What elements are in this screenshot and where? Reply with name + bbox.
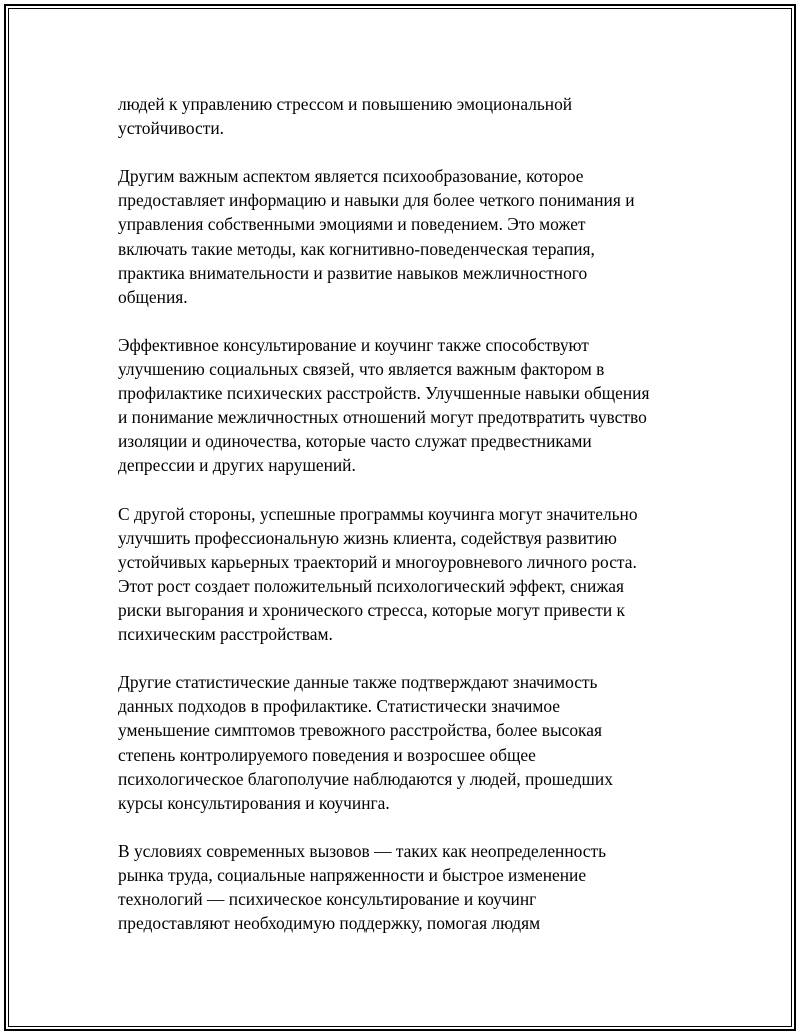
- text-line: включать такие методы, как когнитивно-поведенческая терапия,: [118, 238, 595, 259]
- text-line: Этот рост создает положительный психологический эффект, снижая: [118, 575, 625, 596]
- text-line: степень контролируемого поведения и возросшее общее: [118, 744, 536, 765]
- text-line: Другие статистические данные также подтверждают значимость: [118, 672, 598, 693]
- text-line: психологическое благополучие наблюдаются у людей, прошедших: [118, 768, 613, 789]
- text-line: профилактике психических расстройств. Улучшенные навыки общения: [118, 383, 650, 404]
- text-line: Другим важным аспектом является психообразование, которое: [118, 166, 584, 187]
- document-body: [118, 92, 698, 959]
- text-line: риски выгорания и хронического стресса, которые могут привести к: [118, 599, 625, 620]
- text-line: устойчивости.: [118, 118, 225, 139]
- text-line: технологий — психическое консультирование и коучинг: [118, 889, 537, 910]
- text-line: предоставляет информацию и навыки для более четкого понимания и: [118, 190, 635, 211]
- text-line: общения.: [118, 286, 188, 307]
- text-line: С другой стороны, успешные программы коучинга могут значительно: [118, 503, 638, 524]
- text-line: практика внимательности и развитие навыков межличностного: [118, 262, 588, 283]
- text-line: улучшить профессиональную жизнь клиента, содействуя развитию: [118, 527, 617, 548]
- paragraph-4: [118, 502, 698, 647]
- paragraph-1: [118, 92, 698, 140]
- text-line: рынка труда, социальные напряженности и быстрое изменение: [118, 865, 587, 885]
- text-line: данных подходов в профилактике. Статистически значимое: [118, 696, 560, 717]
- text-line: и понимание межличностных отношений могут предотвратить чувство: [118, 407, 647, 428]
- text-line: курсы консультирования и коучинга.: [118, 792, 390, 813]
- text-line: улучшению социальных связей, что является важным фактором в: [118, 359, 605, 380]
- text-line: уменьшение симптомов тревожного расстройства, более высокая: [118, 720, 602, 741]
- text-line: устойчивых карьерных траекторий и многоуровневого личного роста.: [118, 551, 637, 572]
- text-line: изоляции и одиночества, которые часто служат предвестниками: [118, 431, 592, 452]
- text-line: управления собственными эмоциями и поведением. Это может: [118, 214, 586, 235]
- text-line: депрессии и других нарушений.: [118, 455, 356, 476]
- text-line: предоставляют необходимую поддержку, помогая людям: [118, 913, 541, 934]
- text-line: людей к управлению стрессом и повышению эмоциональной: [118, 94, 573, 114]
- text-line: психическим расстройствам.: [118, 624, 333, 645]
- paragraph-5: [118, 670, 698, 815]
- text-line: Эффективное консультирование и коучинг также способствуют: [118, 334, 589, 355]
- paragraph-6: [118, 839, 698, 935]
- paragraph-3: [118, 333, 698, 478]
- paragraph-2: [118, 164, 698, 309]
- text-line: В условиях современных вызовов — таких как неопределенность: [118, 840, 607, 861]
